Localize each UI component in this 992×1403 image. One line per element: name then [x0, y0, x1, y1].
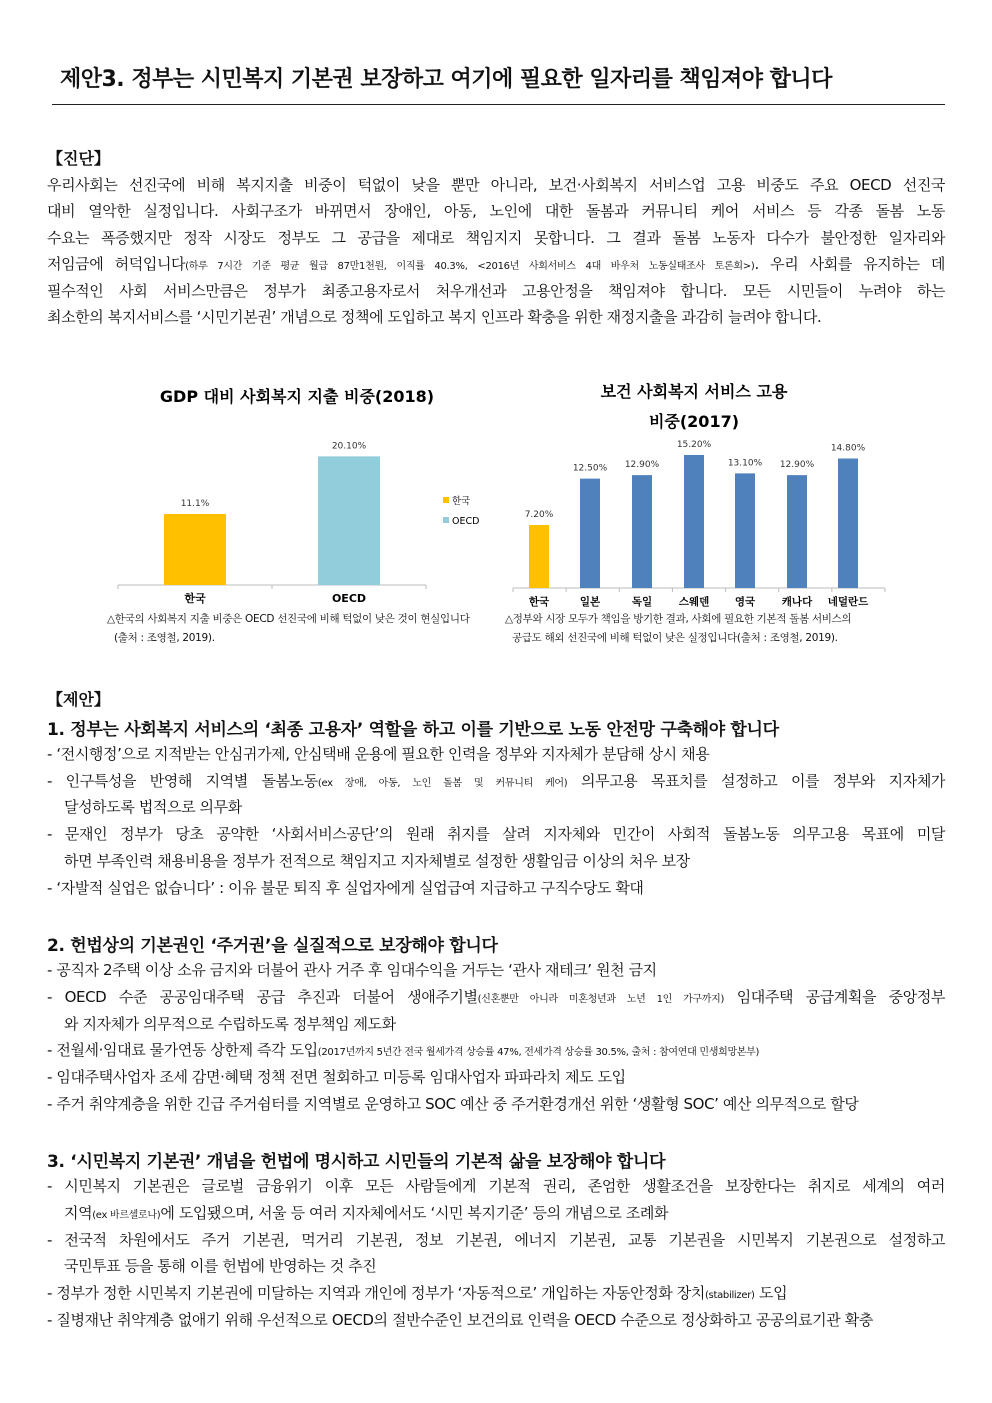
category-label: 스웨덴 [678, 596, 710, 608]
text-line [47, 769, 945, 793]
text-line [47, 1038, 945, 1062]
line-text: 수요는 폭증했지만 정작 시장도 정부도 그 공급을 제대로 책임지지 못합니다. 그 결과 돌봄 노동자 다수가 불안정한 일자리와 [47, 229, 945, 247]
bar-한국 [529, 525, 549, 588]
legend-label: 한국 [452, 496, 471, 507]
bar-네덜란드 [838, 459, 858, 589]
chart-2-caption: △정부와 시장 모두가 책임을 방기한 결과, 사회에 필요한 기본적 돌봄 서비스의 [505, 613, 852, 625]
chart-title: GDP 대비 사회복지 지출 비중(2018) [159, 387, 435, 406]
line-text: - 정부가 정한 시민복지 기본권에 미달하는 지역과 개인에 정부가 ‘자동적으로’ 개입하는 자동안정화 장치 [47, 1284, 705, 1302]
chart-2-source: 공급도 해외 선진국에 비해 턱없이 낮은 실정입니다(출처 : 조영철, 2019). [512, 632, 838, 644]
section-2-heading: 2. 헌법상의 기본권인 ‘주거권’을 실질적으로 보장해야 합니다 [47, 936, 498, 956]
text-line [47, 173, 945, 197]
line-text: 지역 [64, 1204, 93, 1222]
line-text: 최소한의 복지서비스를 ‘시민기본권’ 개념으로 정책에 도입하고 복지 인프라 확충을 위한 재정지출을 과감히 늘려야 합니다. [47, 308, 822, 326]
text-line [64, 1201, 945, 1225]
line-text: 저임금에 허덕입니다 [47, 255, 186, 273]
text-line [64, 795, 945, 819]
chart-1-source: (출처 : 조영철, 2019). [114, 632, 215, 644]
line-text: 와 지자체가 의무적으로 수립하도록 정부책임 제도화 [64, 1015, 396, 1033]
chart-title-line-2: 비중(2017) [648, 412, 740, 431]
bar-일본 [580, 479, 600, 588]
line-text: - 주거 취약계층을 위한 긴급 주거쉼터를 지역별로 운영하고 SOC 예산 중 주거환경개선 위한 ‘생활형 SOC’ 예산 의무적으로 할당 [47, 1095, 859, 1113]
line-text: 의무고용 목표치를 설정하고 이를 정부와 지자체가 [567, 772, 946, 790]
chart-1-caption: △한국의 사회복지 지출 비중은 OECD 선진국에 비해 턱없이 낮은 것이 현실입니다 [107, 613, 470, 625]
line-text: 대비 열악한 실정입니다. 사회구조가 바뀌면서 장애인, 아동, 노인에 대한 돌봄과 커뮤니티 케어 서비스 등 각종 돌봄 노동 [47, 202, 945, 220]
data-label: 14.80% [830, 443, 866, 454]
legend-swatch [443, 497, 449, 503]
title-divider [52, 104, 945, 105]
line-text: - 전국적 차원에서도 주거 기본권, 먹거리 기본권, 정보 기본권, 에너지 기본권, 교통 기본권을 시민복지 기본권으로 설정하고 [47, 1231, 945, 1249]
text-line [47, 199, 945, 223]
legend-swatch [443, 517, 449, 523]
data-label: 20.10% [331, 441, 367, 452]
bar-독일 [632, 475, 652, 588]
category-label: OECD [331, 592, 367, 605]
text-line [47, 958, 945, 982]
bar-OECD [318, 456, 380, 585]
text-line [47, 305, 945, 329]
proposal-heading: 【제안】 [47, 690, 110, 709]
data-label: 11.1% [180, 498, 210, 509]
footnote-text: (신혼뿐만 아니라 미혼청년과 노년 1인 가구까지) [477, 994, 725, 1005]
line-text: 임대주택 공급계획을 중앙정부 [724, 988, 946, 1006]
line-text: 필수적인 사회 서비스만큼은 정부가 최종고용자로서 처우개선과 고용안정을 책임져야 합니다. 모든 시민들이 누려야 하는 [47, 282, 945, 300]
line-text: - 임대주택사업자 조세 감면·혜택 정책 전면 철회하고 미등록 임대사업자 파파라치 제도 도입 [47, 1068, 626, 1086]
data-label: 7.20% [524, 510, 554, 520]
text-line [47, 1228, 945, 1252]
line-text: 도입 [754, 1284, 788, 1302]
footnote-text: (ex 바르셀로나) [92, 1210, 161, 1221]
section-3-heading: 3. ‘시민복지 기본권’ 개념을 헌법에 명시하고 시민들의 기본적 삶을 보장해야 합니다 [47, 1152, 666, 1172]
category-label: 한국 [528, 596, 550, 608]
bar-한국 [164, 514, 226, 585]
footnote-text: (ex 장애, 아동, 노인 돌봄 및 커뮤니티 케어) [317, 778, 568, 789]
line-text: 국민투표 등을 통해 이를 헌법에 반영하는 것 추진 [64, 1257, 377, 1275]
category-label: 일본 [579, 596, 601, 608]
line-text: 에 도입됐으며, 서울 등 여러 지자체에서도 ‘시민 복지기준’ 등의 개념으로 조례화 [160, 1204, 669, 1222]
bar-캐나다 [787, 475, 807, 588]
chart-title-line-1: 보건 사회복지 서비스 고용 [600, 382, 788, 401]
gdp-welfare-spending-chart [100, 370, 500, 620]
line-text: . 우리 사회를 유지하는 데 [754, 255, 945, 273]
line-text: - 시민복지 기본권은 글로벌 금융위기 이후 모든 사람들에게 기본적 권리, 존엄한 생활조건을 보장한다는 취지로 세계의 여러 [47, 1177, 945, 1195]
category-label: 한국 [184, 592, 206, 605]
data-label: 12.90% [624, 460, 660, 471]
text-line [47, 1174, 945, 1198]
health-welfare-employment-chart [500, 370, 900, 620]
line-text: - ‘전시행정’으로 지적받는 안심귀가제, 안심택배 운용에 필요한 인력을 정부와 지자체가 분담해 상시 채용 [47, 745, 710, 763]
line-text: 우리사회는 선진국에 비해 복지지출 비중이 턱없이 낮을 뿐만 아니라, 보건·사회복지 서비스업 고용 비중도 주요 OECD 선진국 [47, 176, 945, 194]
bar-영국 [735, 473, 755, 588]
line-text: - 전월세·임대료 물가연동 상한제 즉각 도입 [47, 1041, 318, 1059]
line-text: - 공직자 2주택 이상 소유 금지와 더불어 관사 거주 후 임대수익을 거두는 ‘관사 재테크’ 원천 금지 [47, 961, 657, 979]
line-text: - ‘자발적 실업은 없습니다’ : 이유 불문 퇴직 후 실업자에게 실업급여 지급하고 구직수당도 확대 [47, 879, 644, 897]
data-label: 13.10% [727, 458, 763, 469]
data-label: 12.50% [572, 463, 608, 474]
category-label: 네덜란드 [827, 596, 869, 608]
text-line [47, 742, 945, 766]
text-line [47, 985, 945, 1009]
text-line [47, 252, 945, 276]
line-text: 달성하도록 법적으로 의무화 [64, 798, 242, 816]
text-line [47, 226, 945, 250]
text-line [47, 822, 945, 846]
legend-label: OECD [452, 516, 480, 527]
document-title: 제안3. 정부는 시민복지 기본권 보장하고 여기에 필요한 일자리를 책임져야 합니다 [60, 67, 832, 92]
footnote-text: (stabilizer) [704, 1290, 755, 1301]
line-text: 하면 부족인력 채용비용을 정부가 전적으로 책임지고 지자체별로 설정한 생활임금 이상의 처우 보장 [64, 852, 690, 870]
section-1-heading: 1. 정부는 사회복지 서비스의 ‘최종 고용자’ 역할을 하고 이를 기반으로 노동 안전망 구축해야 합니다 [47, 720, 779, 740]
data-label: 15.20% [676, 440, 712, 450]
line-text: - 문재인 정부가 당초 공약한 ‘사회서비스공단’의 원래 취지를 살려 지자체와 민간이 사회적 돌봄노동 의무고용 목표에 미달 [47, 825, 945, 843]
text-line [64, 1254, 945, 1278]
category-label: 독일 [631, 596, 653, 608]
line-text: - 인구특성을 반영해 지역별 돌봄노동 [47, 772, 318, 790]
line-text: - 질병재난 취약계층 없애기 위해 우선적으로 OECD의 절반수준인 보건의료 인력을 OECD 수준으로 정상화하고 공공의료기관 확충 [47, 1311, 873, 1329]
text-line [64, 1012, 945, 1036]
text-line [47, 1281, 945, 1305]
footnote-text: (2017년까지 5년간 전국 월세가격 상승률 47%, 전세가격 상승률 30.5%, 출처 : 참여연대 민생희망본부) [317, 1047, 760, 1058]
data-label: 12.90% [779, 460, 815, 471]
category-label: 영국 [734, 596, 756, 608]
text-line [47, 279, 945, 303]
diagnosis-heading: 【진단】 [47, 149, 110, 168]
text-line [47, 876, 945, 900]
category-label: 캐나다 [781, 596, 813, 608]
text-line [47, 1308, 945, 1332]
text-line [47, 1092, 945, 1116]
footnote-text: (하루 7시간 기준 평균 월급 87만1천원, 이직률 40.3%, <2016년 사회서비스 4대 바우처 노동실태조사 토론회>) [185, 261, 755, 272]
text-line [64, 849, 945, 873]
bar-스웨덴 [684, 455, 704, 588]
text-line [47, 1065, 945, 1089]
line-text: - OECD 수준 공공임대주택 공급 추진과 더불어 생애주기별 [47, 988, 478, 1006]
